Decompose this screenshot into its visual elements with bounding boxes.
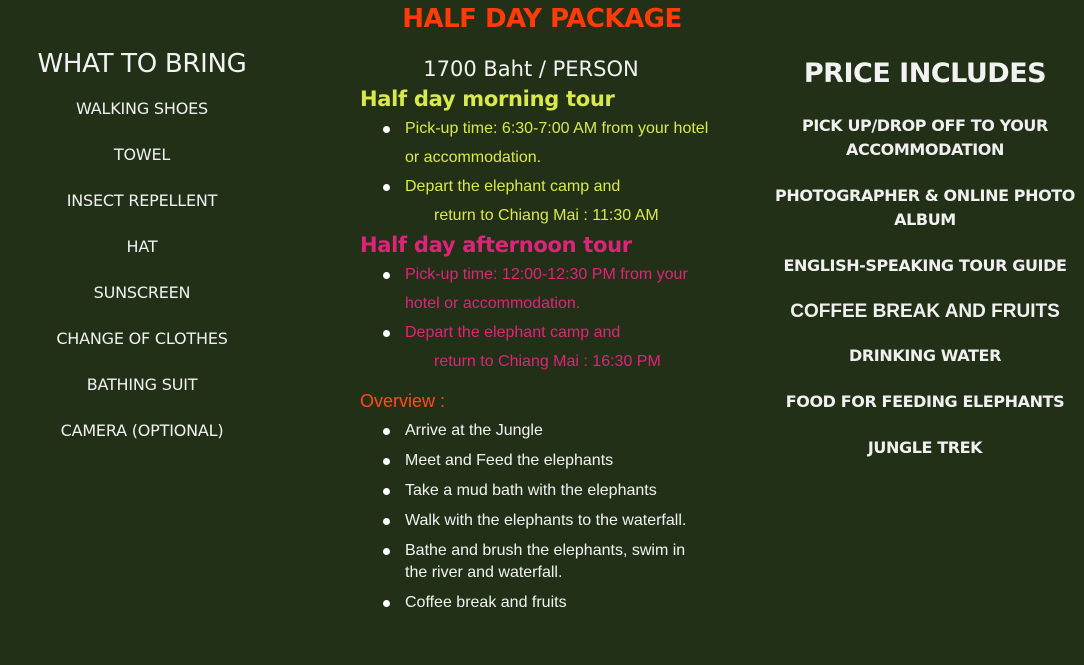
price-includes-section xyxy=(770,56,1080,482)
what-to-bring-section xyxy=(0,44,284,458)
includes-item-photographer: PHOTOGRAPHER & ONLINE PHOTO ALBUM xyxy=(775,186,1075,229)
overview-item: Take a mud bath with the elephants xyxy=(360,480,710,502)
morning-depart-line2: return to Chiang Mai : 11:30 AM xyxy=(434,207,659,224)
bring-item-sunscreen: SUNSCREEN xyxy=(93,283,191,302)
afternoon-tour-heading: Half day afternoon tour xyxy=(360,233,632,257)
includes-item-jungle-trek: JUNGLE TREK xyxy=(867,438,983,457)
what-to-bring-list xyxy=(0,90,284,458)
overview-heading: Overview : xyxy=(360,391,446,411)
bring-item-hat: HAT xyxy=(126,237,158,256)
morning-pickup-time: Pick-up time: 6:30-7:00 AM from your hotel or accommodation. xyxy=(360,114,710,172)
price-includes-list xyxy=(770,114,1080,460)
includes-item-pickup-dropoff: PICK UP/DROP OFF TO YOUR ACCOMMODATION xyxy=(802,116,1048,159)
bring-item-walking-shoes: WALKING SHOES xyxy=(76,99,208,118)
afternoon-depart-line1: Depart the elephant camp and xyxy=(405,324,621,341)
price-includes-heading: PRICE INCLUDES xyxy=(803,58,1047,89)
afternoon-depart-time xyxy=(360,318,710,376)
morning-tour-heading: Half day morning tour xyxy=(360,87,615,111)
morning-depart-line1: Depart the elephant camp and xyxy=(405,178,621,195)
overview-item: Bathe and brush the elephants, swim in the river and waterfall. xyxy=(360,540,710,584)
includes-item-coffee-break: COFFEE BREAK AND FRUITS xyxy=(790,301,1060,322)
afternoon-depart-line2: return to Chiang Mai : 16:30 PM xyxy=(434,353,661,370)
bring-item-change-of-clothes: CHANGE OF CLOTHES xyxy=(56,329,228,348)
overview-list xyxy=(360,420,710,614)
overview-item: Walk with the elephants to the waterfall. xyxy=(360,510,710,532)
morning-depart-time xyxy=(360,172,710,230)
overview-item: Arrive at the Jungle xyxy=(360,420,710,442)
what-to-bring-heading: WHAT TO BRING xyxy=(37,49,247,79)
bring-item-camera: CAMERA (OPTIONAL) xyxy=(60,421,224,440)
afternoon-pickup-time: Pick-up time: 12:00-12:30 PM from your hotel or accommodation. xyxy=(360,260,710,318)
bring-item-bathing-suit: BATHING SUIT xyxy=(86,375,198,394)
overview-item: Coffee break and fruits xyxy=(360,592,710,614)
morning-tour-list xyxy=(360,114,710,230)
bring-item-towel: TOWEL xyxy=(113,145,171,164)
page-title: HALF DAY PACKAGE xyxy=(402,4,682,34)
includes-item-tour-guide: ENGLISH-SPEAKING TOUR GUIDE xyxy=(783,256,1067,275)
overview-item: Meet and Feed the elephants xyxy=(360,450,710,472)
price-per-person: 1700 Baht / PERSON xyxy=(423,57,639,81)
includes-item-drinking-water: DRINKING WATER xyxy=(848,346,1002,365)
bring-item-insect-repellent: INSECT REPELLENT xyxy=(66,191,218,210)
includes-item-elephant-food: FOOD FOR FEEDING ELEPHANTS xyxy=(785,392,1065,411)
package-details-section xyxy=(360,54,710,622)
afternoon-tour-list xyxy=(360,260,710,376)
